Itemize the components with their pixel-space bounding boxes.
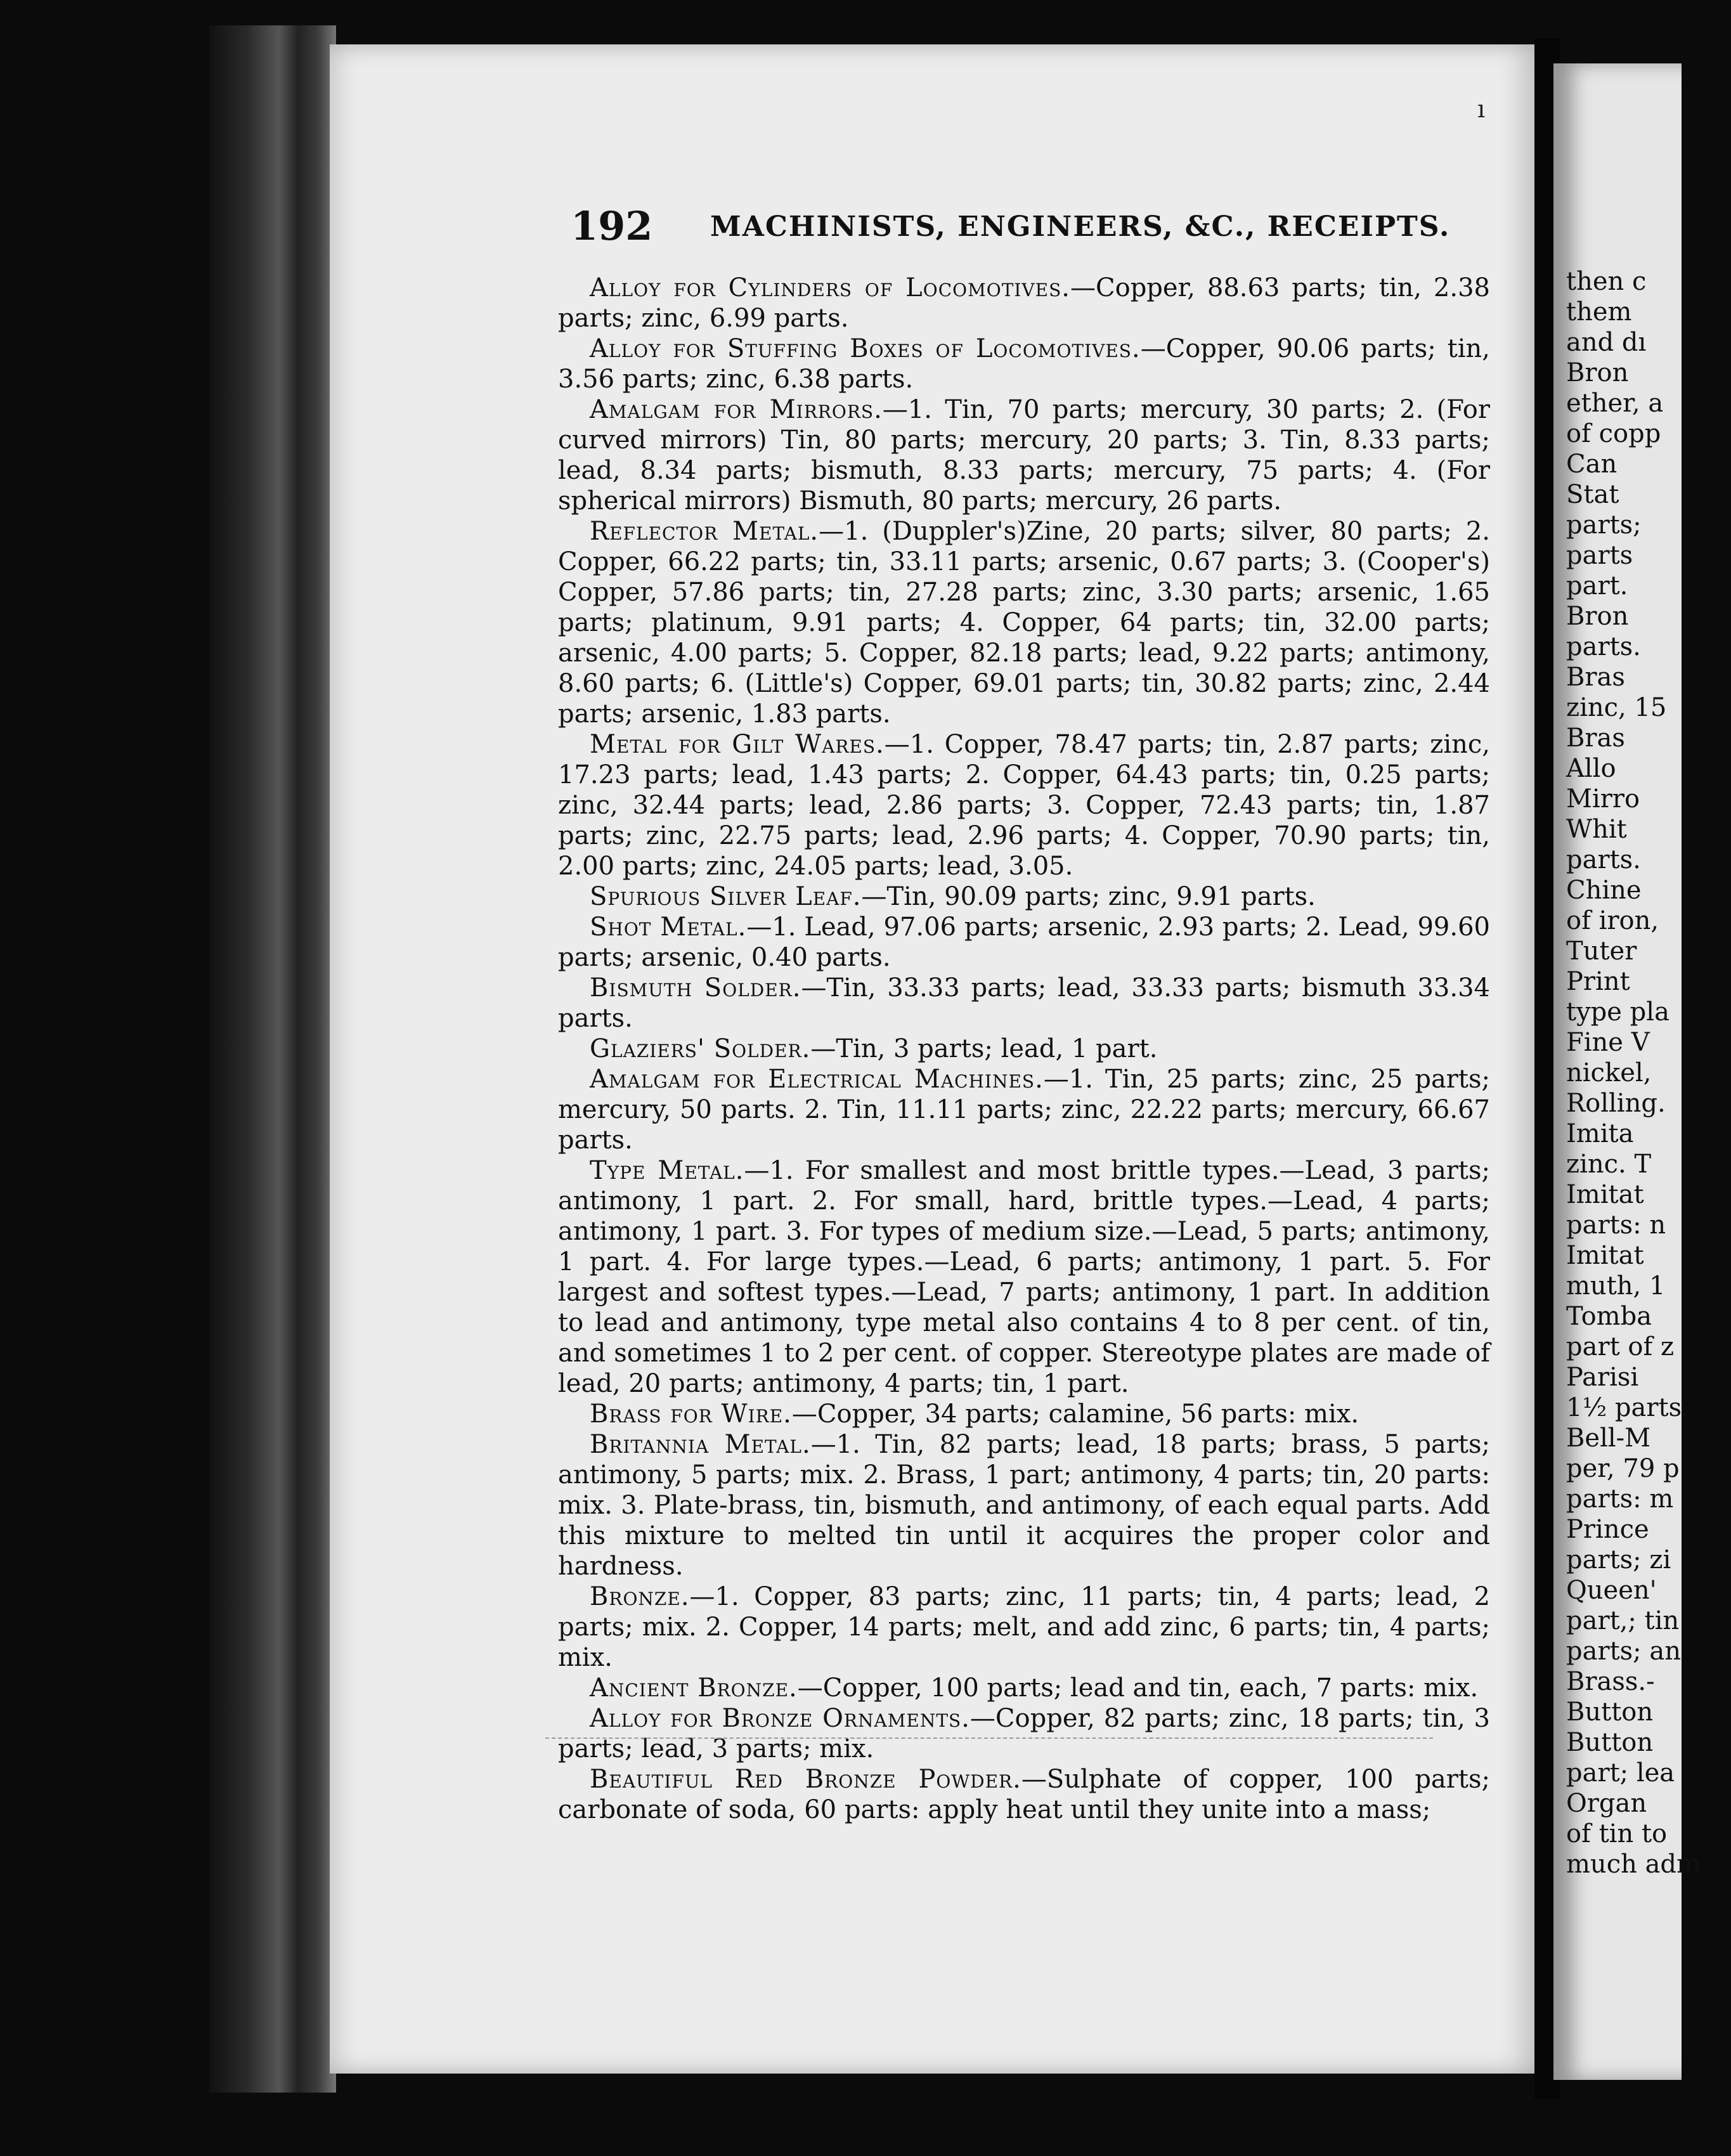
book-spine-edge — [209, 25, 336, 2093]
recipe-title: Bismuth Solder. — [590, 973, 801, 1003]
right-page-line: parts; zi — [1566, 1545, 1671, 1575]
recipe-body: —1. (Duppler's)Zine, 20 parts; silver, 80 parts; 2. Copper, 66.22 parts; tin, 33.11 parts; arsenic, 0.67 parts; 3. (Cooper's) Copper, 57.86 parts; tin, 27.28 parts; zinc, 3.30 parts; arsenic, 1.65 parts; platinum, 9.91 parts; 4. Copper, 64 parts; tin, 32.00 parts; arsenic, 4.00 parts; 5. Copper, 82.18 parts; lead, 9.22 parts; antimony, 8.60 parts; 6. (Little's) Copper, 69.01 parts; tin, 30.82 parts; zinc, 2.44 parts; arsenic, 1.83 parts. — [558, 517, 1490, 729]
recipe-body: —Copper, 88.63 parts; tin, 2.38 parts; zinc, 6.99 parts. — [558, 273, 1490, 333]
right-page-line: part of z — [1566, 1332, 1675, 1361]
right-page-line: part,; tin — [1566, 1606, 1680, 1635]
recipe-body: —1. Tin, 25 parts; zinc, 25 parts; mercury, 50 parts. 2. Tin, 11.11 parts; zinc, 22.22 parts; mercury, 66.67 parts. — [558, 1065, 1490, 1155]
recipe-entry — [558, 1064, 1490, 1155]
recipe-body: —1. Copper, 83 parts; zinc, 11 parts; tin, 4 parts; lead, 2 parts; mix. 2. Copper, 14 parts; melt, and add zinc, 6 parts; tin, 4 parts; mix. — [558, 1582, 1490, 1672]
right-page-line: then c — [1566, 267, 1647, 296]
right-page-line: Fine V — [1566, 1028, 1650, 1057]
right-page-line: Rolling. — [1566, 1089, 1666, 1118]
right-page-line: Bron — [1566, 358, 1629, 387]
right-page-line: zinc, 15 — [1566, 693, 1667, 722]
recipe-body: —1. Copper, 78.47 parts; tin, 2.87 parts; zinc, 17.23 parts; lead, 1.43 parts; 2. Copper, 64.43 parts; tin, 0.25 parts; zinc, 32.44 parts; lead, 2.86 parts; 3. Copper, 72.43 parts; tin, 1.87 parts; zinc, 22.75 parts; lead, 2.96 parts; 4. Copper, 70.90 parts; tin, 2.00 parts; zinc, 24.05 parts; lead, 3.05. — [558, 730, 1491, 881]
recipe-title: Britannia Metal. — [590, 1430, 811, 1459]
right-page-line: Parisi — [1566, 1363, 1639, 1392]
right-page-line: part. — [1566, 571, 1628, 601]
page-mark: ı — [1477, 95, 1486, 123]
right-page-line: parts: m — [1566, 1484, 1674, 1514]
recipe-body: —1. For smallest and most brittle types.—Lead, 3 parts; antimony, 1 part. 2. For small, hard, brittle types.—Lead, 4 parts; antimony, 1 part. 3. For types of medium size.—Lead, 5 parts; antimony, 1 part. 4. For large types.—Lead, 6 parts; antimony, 1 part. 5. For largest and softest types.—Lead, 7 parts; antimony, 1 part. In addition to lead and antimony, type metal also contains 4 to 8 per cent. of tin, and sometimes 1 to 2 per cent. of copper. Stereotype plates are made of lead, 20 parts; antimony, 4 parts; tin, 1 part. — [558, 1156, 1490, 1398]
recipe-title: Brass for Wire. — [590, 1399, 792, 1429]
right-page-line: parts; an — [1566, 1637, 1681, 1666]
recipe-entry — [558, 1034, 1490, 1064]
recipe-title: Metal for Gilt Wares. — [590, 730, 885, 759]
recipe-title: Type Metal. — [590, 1156, 744, 1185]
page-foot-rule — [545, 1737, 1433, 1741]
right-page-line: Button — [1566, 1698, 1654, 1727]
recipe-title: Alloy for Bronze Ornaments. — [590, 1704, 970, 1733]
right-page-line: Print — [1566, 967, 1630, 996]
right-page-line: Bron — [1566, 602, 1629, 631]
recipe-body: —1. Tin, 70 parts; mercury, 30 parts; 2. (For curved mirrors) Tin, 80 parts; mercury, 20 parts; 3. Tin, 8.33 parts; lead, 8.34 parts; bismuth, 8.33 parts; mercury, 75 parts; 4. (For spherical mirrors) Bismuth, 80 parts; mercury, 26 parts. — [558, 395, 1491, 516]
recipe-body: —Tin, 33.33 parts; lead, 33.33 parts; bismuth 33.34 parts. — [558, 973, 1490, 1033]
recipe-body: —Tin, 90.09 parts; zinc, 9.91 parts. — [861, 882, 1316, 911]
right-page-line: Bras — [1566, 663, 1625, 692]
right-page-line: and dı — [1566, 328, 1647, 357]
right-page-line: Tuter — [1566, 937, 1637, 966]
right-page-line: per, 79 p — [1566, 1454, 1680, 1483]
right-page-line: parts — [1566, 541, 1633, 570]
right-page-line: Can — [1566, 450, 1618, 479]
right-page-line: type pla — [1566, 997, 1669, 1027]
right-page-fragment — [1553, 63, 1701, 2080]
recipe-title: Spurious Silver Leaf. — [590, 882, 862, 911]
recipe-body: —Copper, 90.06 parts; tin, 3.56 parts; zinc, 6.38 parts. — [558, 334, 1490, 394]
recipe-entry — [558, 273, 1490, 334]
recipe-entry — [558, 1673, 1490, 1703]
recipe-body: —1. Tin, 82 parts; lead, 18 parts; brass, 5 parts; antimony, 5 parts; mix. 2. Brass, 1 part; antimony, 4 parts; tin, 20 parts: mix. 3. Plate-brass, tin, bismuth, and antimony, of each equal parts. Add this mixture to melted tin until it acquires the proper color and hardness. — [558, 1430, 1490, 1581]
recipe-body: —Tin, 3 parts; lead, 1 part. — [810, 1034, 1158, 1063]
recipe-text-column — [558, 273, 1490, 1825]
right-page-lines — [1566, 266, 1731, 1880]
right-page-line: parts: n — [1566, 1211, 1666, 1240]
right-page-line: much adm — [1566, 1850, 1701, 1879]
right-page-line: Imitat — [1566, 1180, 1644, 1209]
right-page-line: Tomba — [1566, 1302, 1652, 1331]
right-page-line: Bell-M — [1566, 1424, 1651, 1453]
recipe-body: —Copper, 34 parts; calamine, 56 parts: mix. — [791, 1399, 1359, 1429]
recipe-title: Glaziers' Solder. — [590, 1034, 811, 1063]
page-number: 192 — [571, 203, 653, 249]
right-page-line: Whit — [1566, 815, 1627, 844]
right-page-line: nickel, — [1566, 1058, 1652, 1088]
recipe-entry — [558, 881, 1490, 912]
recipe-title: Reflector Metal. — [590, 517, 819, 546]
recipe-title: Bronze. — [590, 1582, 690, 1611]
right-page-line: Queen' — [1566, 1576, 1657, 1605]
recipe-body: —1. Lead, 97.06 parts; arsenic, 2.93 parts; 2. Lead, 99.60 parts; arsenic, 0.40 parts. — [558, 912, 1490, 972]
recipe-entry — [558, 1155, 1490, 1399]
right-page-line: Brass.- — [1566, 1667, 1655, 1696]
recipe-entry — [558, 334, 1490, 394]
recipe-title: Shot Metal. — [590, 912, 747, 942]
right-page-line: zinc. T — [1566, 1150, 1652, 1179]
right-page-line: Prince — [1566, 1515, 1649, 1544]
recipe-title: Ancient Bronze. — [590, 1673, 798, 1703]
recipe-title: Alloy for Stuffing Boxes of Locomotives. — [590, 334, 1141, 363]
right-page-line: Bras — [1566, 724, 1625, 753]
recipe-entry — [558, 1764, 1490, 1825]
right-page-line: parts; — [1566, 510, 1642, 540]
right-page-line: Button — [1566, 1728, 1654, 1757]
recipe-entry — [558, 516, 1490, 729]
recipe-entry — [558, 394, 1490, 516]
recipe-entry — [558, 729, 1490, 881]
recipe-title: Amalgam for Electrical Machines. — [590, 1065, 1044, 1094]
recipe-body: —Sulphate of copper, 100 parts; carbonate of soda, 60 parts: apply heat until they unite into a mass; — [558, 1765, 1490, 1824]
recipe-entry — [558, 1399, 1490, 1429]
right-page-line: part; lea — [1566, 1758, 1675, 1788]
right-page-line: parts. — [1566, 845, 1641, 874]
right-page-line: of tin to — [1566, 1819, 1668, 1848]
right-page-line: Chine — [1566, 876, 1642, 905]
recipe-entry — [558, 1703, 1490, 1764]
recipe-title: Beautiful Red Bronze Powder. — [590, 1765, 1021, 1794]
right-page-line: 1½ parts. — [1566, 1393, 1690, 1422]
right-page-line: Imitat — [1566, 1241, 1644, 1270]
recipe-entry — [558, 1581, 1490, 1673]
right-page-line: muth, 1 — [1566, 1271, 1666, 1301]
recipe-entry — [558, 973, 1490, 1034]
recipe-body: —Copper, 82 parts; zinc, 18 parts; tin, 3 parts; lead, 3 parts; mix. — [558, 1704, 1491, 1763]
right-page-line: them — [1566, 297, 1632, 327]
right-page-line: of iron, — [1566, 906, 1659, 935]
right-page-line: parts. — [1566, 632, 1641, 661]
right-page-line: Mirro — [1566, 784, 1640, 814]
recipe-title: Amalgam for Mirrors. — [590, 395, 883, 424]
recipe-entry — [558, 1429, 1490, 1581]
running-title: MACHINISTS, ENGINEERS, &C., RECEIPTS. — [710, 211, 1451, 243]
recipe-entry — [558, 912, 1490, 973]
right-page-line: Organ — [1566, 1789, 1647, 1818]
recipe-body: —Copper, 100 parts; lead and tin, each, 7 parts: mix. — [797, 1673, 1479, 1703]
right-page-line: Allo — [1566, 754, 1616, 783]
right-page-line: ether, a — [1566, 389, 1664, 418]
right-page-line: Imita — [1566, 1119, 1634, 1148]
recipe-title: Alloy for Cylinders of Locomotives. — [590, 273, 1070, 302]
right-page-line: of copp — [1566, 419, 1661, 448]
right-page-line: Stat — [1566, 480, 1619, 509]
